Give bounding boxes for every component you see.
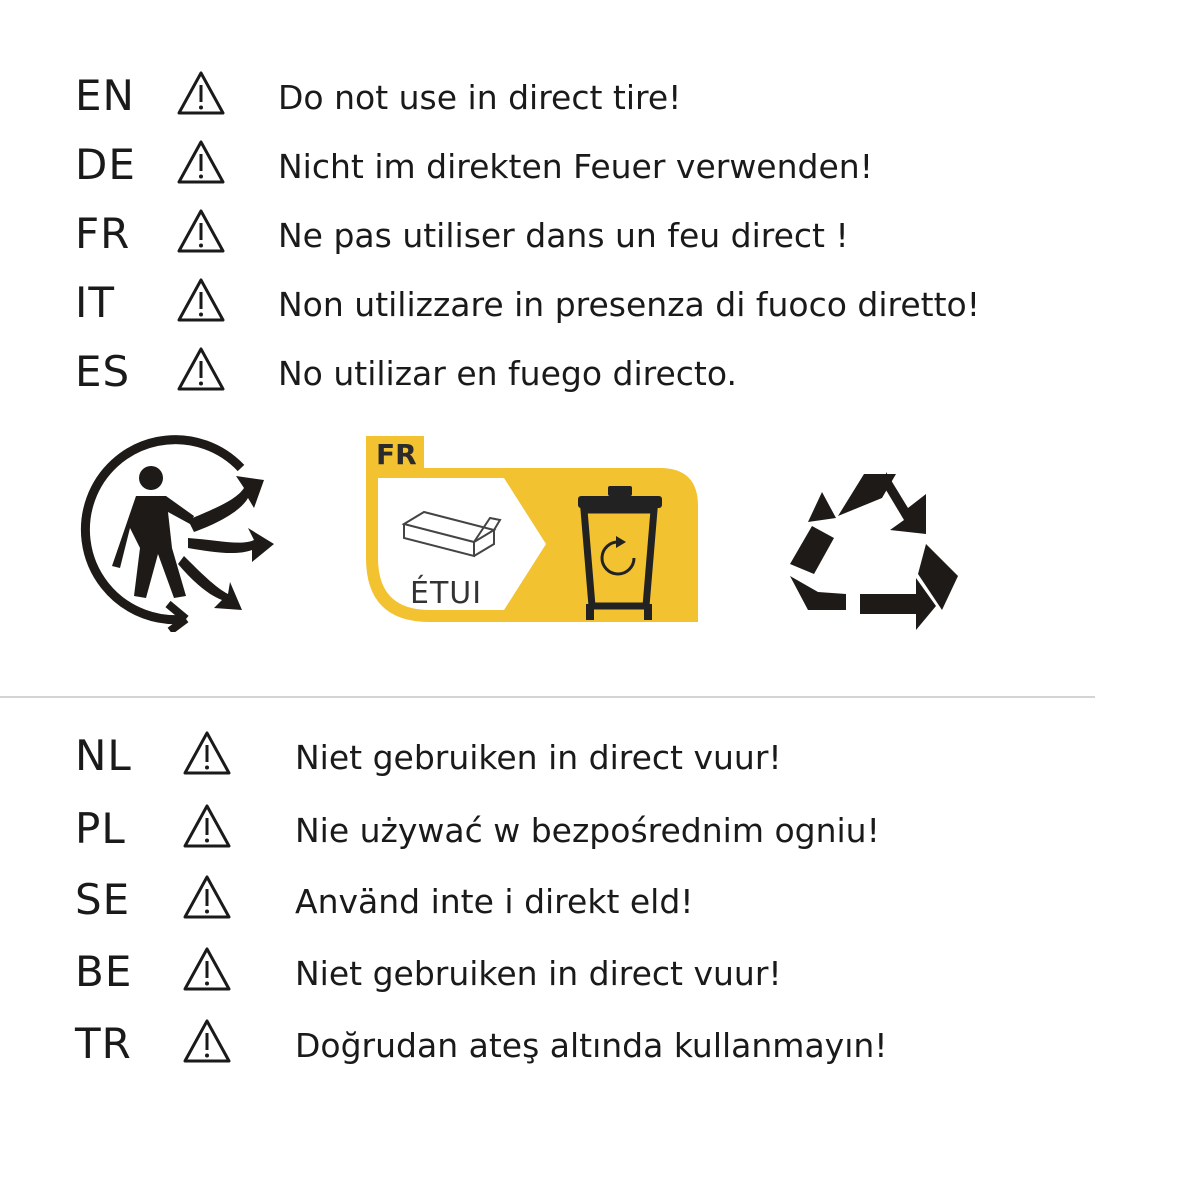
warning-triangle-icon (182, 874, 232, 920)
warning-triangle-icon (176, 277, 226, 323)
language-code: TR (75, 1019, 132, 1068)
warning-row-de (0, 135, 1200, 195)
warning-text: Använd inte i direkt eld! (295, 882, 694, 921)
warning-row-pl (0, 799, 1200, 859)
warning-triangle-icon (182, 1018, 232, 1064)
warning-row-be (0, 942, 1200, 1002)
language-code: PL (75, 804, 126, 853)
warning-triangle-icon (182, 730, 232, 776)
language-code: ES (75, 347, 131, 396)
warning-triangle-icon (176, 70, 226, 116)
recycling-symbols (0, 420, 1200, 640)
language-code: IT (75, 278, 116, 327)
warning-row-se (0, 870, 1200, 930)
triman-icon (76, 428, 280, 632)
language-code: DE (75, 140, 136, 189)
warning-row-tr (0, 1014, 1200, 1074)
warning-triangle-icon (176, 346, 226, 392)
language-code: FR (75, 209, 131, 258)
warning-row-it (0, 273, 1200, 333)
language-code: EN (75, 71, 135, 120)
warning-text: Non utilizzare in presenza di fuoco diretto! (278, 285, 980, 324)
warning-text: Niet gebruiken in direct vuur! (295, 738, 782, 777)
warning-text: No utilizar en fuego directo. (278, 354, 737, 393)
warning-triangle-icon (176, 139, 226, 185)
section-divider (0, 696, 1095, 698)
info-tri-item-label: ÉTUI (410, 576, 483, 611)
warning-text: Niet gebruiken in direct vuur! (295, 954, 782, 993)
warning-text: Doğrudan ateş altında kullanmayın! (295, 1026, 888, 1065)
warning-text: Nie używać w bezpośrednim ogniu! (295, 811, 880, 850)
recycling-bin-icon (578, 486, 662, 620)
warning-text: Nicht im direkten Feuer verwenden! (278, 147, 873, 186)
warning-text: Do not use in direct tire! (278, 78, 682, 117)
warning-triangle-icon (182, 803, 232, 849)
warning-row-en (0, 66, 1200, 126)
info-tri-label (364, 434, 700, 644)
warning-row-nl (0, 726, 1200, 786)
warning-row-fr (0, 204, 1200, 264)
language-code: BE (75, 947, 133, 996)
warning-text: Ne pas utiliser dans un feu direct ! (278, 216, 849, 255)
warning-triangle-icon (182, 946, 232, 992)
language-code: NL (75, 731, 132, 780)
language-code: SE (75, 875, 131, 924)
warning-triangle-icon (176, 208, 226, 254)
info-tri-tab-label: FR (376, 438, 417, 471)
recycle-icon (786, 464, 964, 634)
warning-row-es (0, 342, 1200, 402)
